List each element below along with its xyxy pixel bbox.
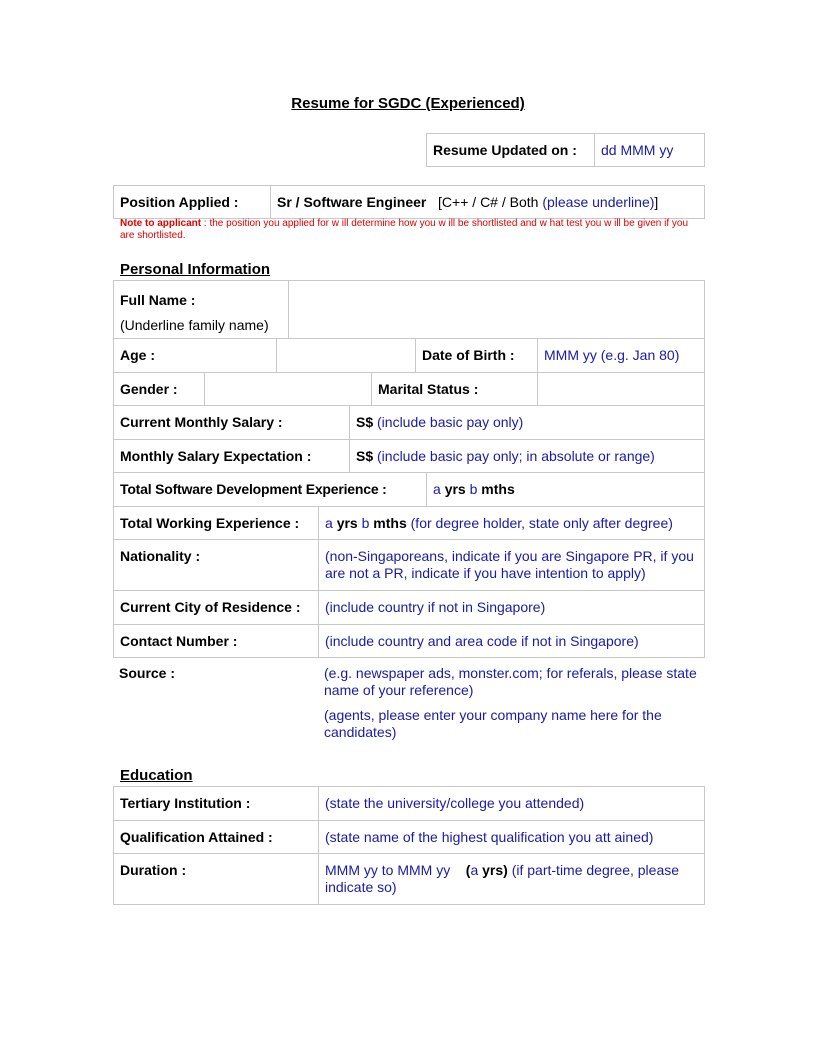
inst-label: Tertiary Institution :: [114, 787, 319, 821]
salary-table: [113, 405, 705, 473]
full-name-field[interactable]: [289, 281, 705, 339]
contact-label: Contact Number :: [114, 625, 319, 658]
note-label: Note to applicant: [120, 218, 202, 229]
details-table: [113, 506, 705, 658]
work-b: b: [361, 514, 370, 531]
age-label: Age :: [114, 339, 277, 373]
work-a: a: [325, 514, 333, 531]
dob-label: Date of Birth :: [416, 339, 538, 373]
dur-yrs: yrs): [482, 862, 508, 878]
swexp-mths: mths: [481, 481, 515, 497]
dur-field[interactable]: [319, 854, 705, 905]
dur-hint: (if part-time degree, please indicate so): [325, 862, 680, 895]
expect-field[interactable]: [350, 440, 705, 473]
education-table: [113, 786, 705, 905]
position-hint: (please underline): [542, 193, 655, 210]
swexp-label: Total Software Development Experience :: [114, 473, 427, 507]
swexp-field[interactable]: [427, 473, 705, 507]
work-mths: mths: [373, 514, 407, 531]
position-role: Sr / Software Engineer: [277, 193, 427, 210]
position-value[interactable]: [271, 186, 705, 219]
updated-value[interactable]: dd MMM yy: [595, 134, 705, 167]
marital-field[interactable]: [538, 373, 705, 406]
source-table: [113, 657, 704, 741]
source-hint-1: (e.g. newspaper ads, monster.com; for referals, please state name of your reference): [324, 665, 697, 698]
salary-label: Current Monthly Salary :: [114, 406, 350, 440]
gender-label: Gender :: [114, 373, 205, 406]
expect-label: Monthly Salary Expectation :: [114, 440, 350, 473]
updated-table: [426, 133, 705, 167]
contact-field[interactable]: (include country and area code if not in Singapore): [319, 625, 705, 658]
education-heading: Education: [120, 767, 193, 784]
dur-range: MMM yy to MMM yy: [325, 862, 451, 878]
nationality-field[interactable]: (non-Singaporeans, indicate if you are Singapore PR, if you are not a PR, indicate if you have intention to apply): [319, 540, 705, 591]
full-name-label-cell: [114, 281, 289, 339]
work-hint: (for degree holder, state only after degree): [410, 514, 673, 531]
gender-field[interactable]: [205, 373, 372, 406]
qual-field[interactable]: (state name of the highest qualification you att ained): [319, 821, 705, 854]
updated-label: Resume Updated on :: [427, 134, 595, 167]
position-options: [C++ / C# / Both: [438, 193, 543, 210]
note-to-applicant: [120, 218, 700, 242]
swexp-table: [113, 472, 705, 507]
full-name-label: Full Name :: [120, 292, 196, 308]
salary-field[interactable]: [350, 406, 705, 440]
expect-currency: S$: [356, 447, 374, 464]
dur-open: (: [465, 862, 471, 878]
position-table: [113, 185, 705, 219]
swexp-yrs: yrs: [444, 481, 466, 497]
age-dob-table: [113, 338, 705, 373]
position-label: Position Applied :: [114, 186, 271, 219]
page-title: Resume for SGDC (Experienced): [291, 95, 525, 112]
work-label: Total Working Experience :: [114, 507, 319, 540]
salary-currency: S$: [356, 414, 374, 430]
dob-field[interactable]: MMM yy (e.g. Jan 80): [538, 339, 705, 373]
gender-marital-table: [113, 372, 705, 406]
city-field[interactable]: (include country if not in Singapore): [319, 591, 705, 625]
full-name-hint: (Underline family name): [120, 317, 269, 333]
age-field[interactable]: [277, 339, 416, 373]
salary-hint: (include basic pay only): [377, 414, 524, 430]
source-field[interactable]: [318, 657, 704, 741]
dur-label: Duration :: [114, 854, 319, 905]
qual-label: Qualification Attained :: [114, 821, 319, 854]
swexp-b: b: [469, 481, 478, 497]
position-close: ]: [654, 193, 659, 210]
source-label: Source :: [119, 665, 176, 681]
nationality-label: Nationality :: [114, 540, 319, 591]
marital-label: Marital Status :: [372, 373, 538, 406]
city-label: Current City of Residence :: [114, 591, 319, 625]
source-hint-2: (agents, please enter your company name here for the candidates): [324, 707, 662, 740]
swexp-a: a: [433, 481, 441, 497]
personal-heading: Personal Information: [120, 261, 271, 278]
work-field[interactable]: [319, 507, 705, 540]
expect-hint: (include basic pay only; in absolute or range): [377, 447, 655, 464]
note-text: : the position you applied for w ill determine how you w ill be shortlisted and w hat test you w ill be given if you are shortlisted.: [120, 218, 689, 241]
full-name-table: [113, 280, 705, 339]
work-yrs: yrs: [336, 514, 358, 531]
inst-field[interactable]: (state the university/college you attended): [319, 787, 705, 821]
dur-a: a: [470, 862, 479, 878]
